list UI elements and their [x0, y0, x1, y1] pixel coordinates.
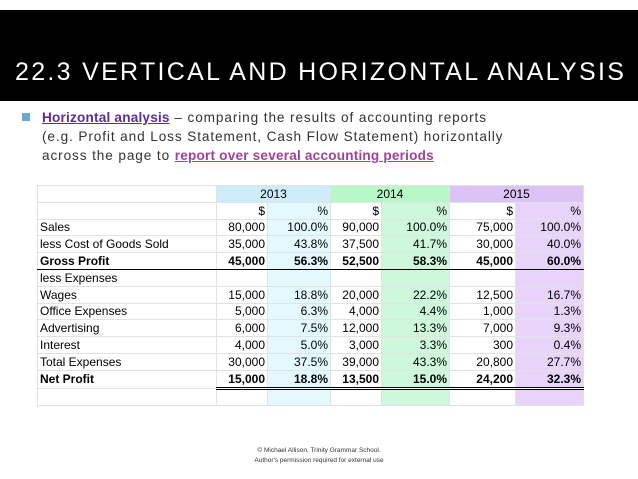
- percent-2014: [382, 269, 450, 286]
- row-label: Wages: [38, 286, 217, 303]
- amount-2015: 30,000: [450, 236, 516, 253]
- empty-cell: [268, 388, 331, 406]
- row-label: Advertising: [38, 320, 217, 337]
- bullet-text-2: (e.g. Profit and Loss Statement, Cash Flow Statement) horizontally: [42, 129, 504, 144]
- percent-2015: 0.4%: [516, 337, 584, 354]
- amount-2013: 6,000: [217, 320, 268, 337]
- amount-2015: 24,200: [450, 370, 516, 388]
- amount-2013: 45,000: [217, 253, 268, 270]
- amount-2014: 13,500: [331, 370, 382, 388]
- table-row: [38, 236, 584, 253]
- percent-2014: 22.2%: [382, 286, 450, 303]
- percent-2015: 27.7%: [516, 353, 584, 370]
- percent-2015: 9.3%: [516, 320, 584, 337]
- percent-2014: 58.3%: [382, 253, 450, 270]
- copyright-line: © Michael Allison, Trinity Grammar School.: [257, 447, 381, 454]
- amount-2015: 75,000: [450, 219, 516, 236]
- percent-2014: 43.3%: [382, 353, 450, 370]
- amount-2014: 4,000: [331, 303, 382, 320]
- percent-2013: 43.8%: [268, 236, 331, 253]
- year-2013-header: 2013: [217, 186, 331, 203]
- row-label: Office Expenses: [38, 303, 217, 320]
- year-2015-header: 2015: [450, 186, 584, 203]
- table-row: [38, 320, 584, 337]
- amount-2015: [450, 269, 516, 286]
- amount-2014: [331, 269, 382, 286]
- row-label: Gross Profit: [38, 253, 217, 270]
- table-row: [38, 370, 584, 388]
- unit-percent-2015: %: [516, 202, 584, 219]
- percent-2015: [516, 269, 584, 286]
- row-label: Total Expenses: [38, 353, 217, 370]
- row-label: Net Profit: [38, 370, 217, 388]
- empty-cell: [516, 388, 584, 406]
- percent-2013: 6.3%: [268, 303, 331, 320]
- table-row: [38, 269, 584, 286]
- empty-cell: [38, 202, 217, 219]
- amount-2013: 35,000: [217, 236, 268, 253]
- percent-2015: 100.0%: [516, 219, 584, 236]
- percent-2013: 56.3%: [268, 253, 331, 270]
- percent-2013: 18.8%: [268, 286, 331, 303]
- amount-2013: [217, 269, 268, 286]
- amount-2014: 37,500: [331, 236, 382, 253]
- amount-2014: 90,000: [331, 219, 382, 236]
- amount-2015: 7,000: [450, 320, 516, 337]
- year-header-row: [38, 186, 584, 203]
- title-bar: [0, 10, 638, 101]
- amount-2013: 5,000: [217, 303, 268, 320]
- table-row: [38, 353, 584, 370]
- bullet-text-1: – comparing the results of accounting reports: [169, 110, 487, 125]
- bullet-paragraph: [42, 108, 622, 165]
- amount-2013: 30,000: [217, 353, 268, 370]
- empty-cell: [331, 388, 382, 406]
- percent-2013: 100.0%: [268, 219, 331, 236]
- percent-2014: 4.4%: [382, 303, 450, 320]
- row-label: Interest: [38, 337, 217, 354]
- table-row: [38, 286, 584, 303]
- row-label: Sales: [38, 219, 217, 236]
- term-horizontal-analysis: Horizontal analysis: [42, 110, 170, 125]
- unit-percent-2013: %: [268, 202, 331, 219]
- amount-2013: 4,000: [217, 337, 268, 354]
- table-row: [38, 388, 584, 406]
- unit-header-row: [38, 202, 584, 219]
- amount-2015: 20,800: [450, 353, 516, 370]
- unit-dollar-2015: $: [450, 202, 516, 219]
- table-row: [38, 219, 584, 236]
- percent-2015: 60.0%: [516, 253, 584, 270]
- unit-percent-2014: %: [382, 202, 450, 219]
- percent-2014: 15.0%: [382, 370, 450, 388]
- amount-2014: 52,500: [331, 253, 382, 270]
- amount-2014: 39,000: [331, 353, 382, 370]
- permission-line: Author's permission required for external use: [254, 457, 384, 464]
- bullet-text-3: across the page to: [42, 148, 175, 163]
- table-row: [38, 253, 584, 270]
- table-row: [38, 337, 584, 354]
- amount-2014: 3,000: [331, 337, 382, 354]
- amount-2013: 15,000: [217, 286, 268, 303]
- percent-2013: 5.0%: [268, 337, 331, 354]
- percent-2014: 41.7%: [382, 236, 450, 253]
- financial-table: [37, 185, 584, 406]
- amount-2015: 1,000: [450, 303, 516, 320]
- percent-2015: 16.7%: [516, 286, 584, 303]
- empty-cell: [450, 388, 516, 406]
- row-label: less Expenses: [38, 269, 217, 286]
- percent-2013: 37.5%: [268, 353, 331, 370]
- percent-2015: 40.0%: [516, 236, 584, 253]
- amount-2013: 80,000: [217, 219, 268, 236]
- unit-dollar-2014: $: [331, 202, 382, 219]
- amount-2014: 12,000: [331, 320, 382, 337]
- empty-cell: [38, 186, 217, 203]
- slide-title: 22.3 VERTICAL AND HORIZONTAL ANALYSIS: [15, 58, 627, 86]
- empty-cell: [38, 388, 217, 406]
- unit-dollar-2013: $: [217, 202, 268, 219]
- empty-cell: [382, 388, 450, 406]
- empty-cell: [217, 388, 268, 406]
- percent-2015: 1.3%: [516, 303, 584, 320]
- square-bullet-icon: [22, 113, 30, 121]
- amount-2013: 15,000: [217, 370, 268, 388]
- year-2014-header: 2014: [331, 186, 450, 203]
- table-row: [38, 303, 584, 320]
- percent-2014: 13.3%: [382, 320, 450, 337]
- amount-2015: 45,000: [450, 253, 516, 270]
- amount-2014: 20,000: [331, 286, 382, 303]
- amount-2015: 12,500: [450, 286, 516, 303]
- percent-2015: 32.3%: [516, 370, 584, 388]
- row-label: less Cost of Goods Sold: [38, 236, 217, 253]
- percent-2014: 3.3%: [382, 337, 450, 354]
- percent-2013: [268, 269, 331, 286]
- percent-2013: 18.8%: [268, 370, 331, 388]
- percent-2013: 7.5%: [268, 320, 331, 337]
- emphasis-report-periods: report over several accounting periods: [174, 148, 434, 163]
- percent-2014: 100.0%: [382, 219, 450, 236]
- amount-2015: 300: [450, 337, 516, 354]
